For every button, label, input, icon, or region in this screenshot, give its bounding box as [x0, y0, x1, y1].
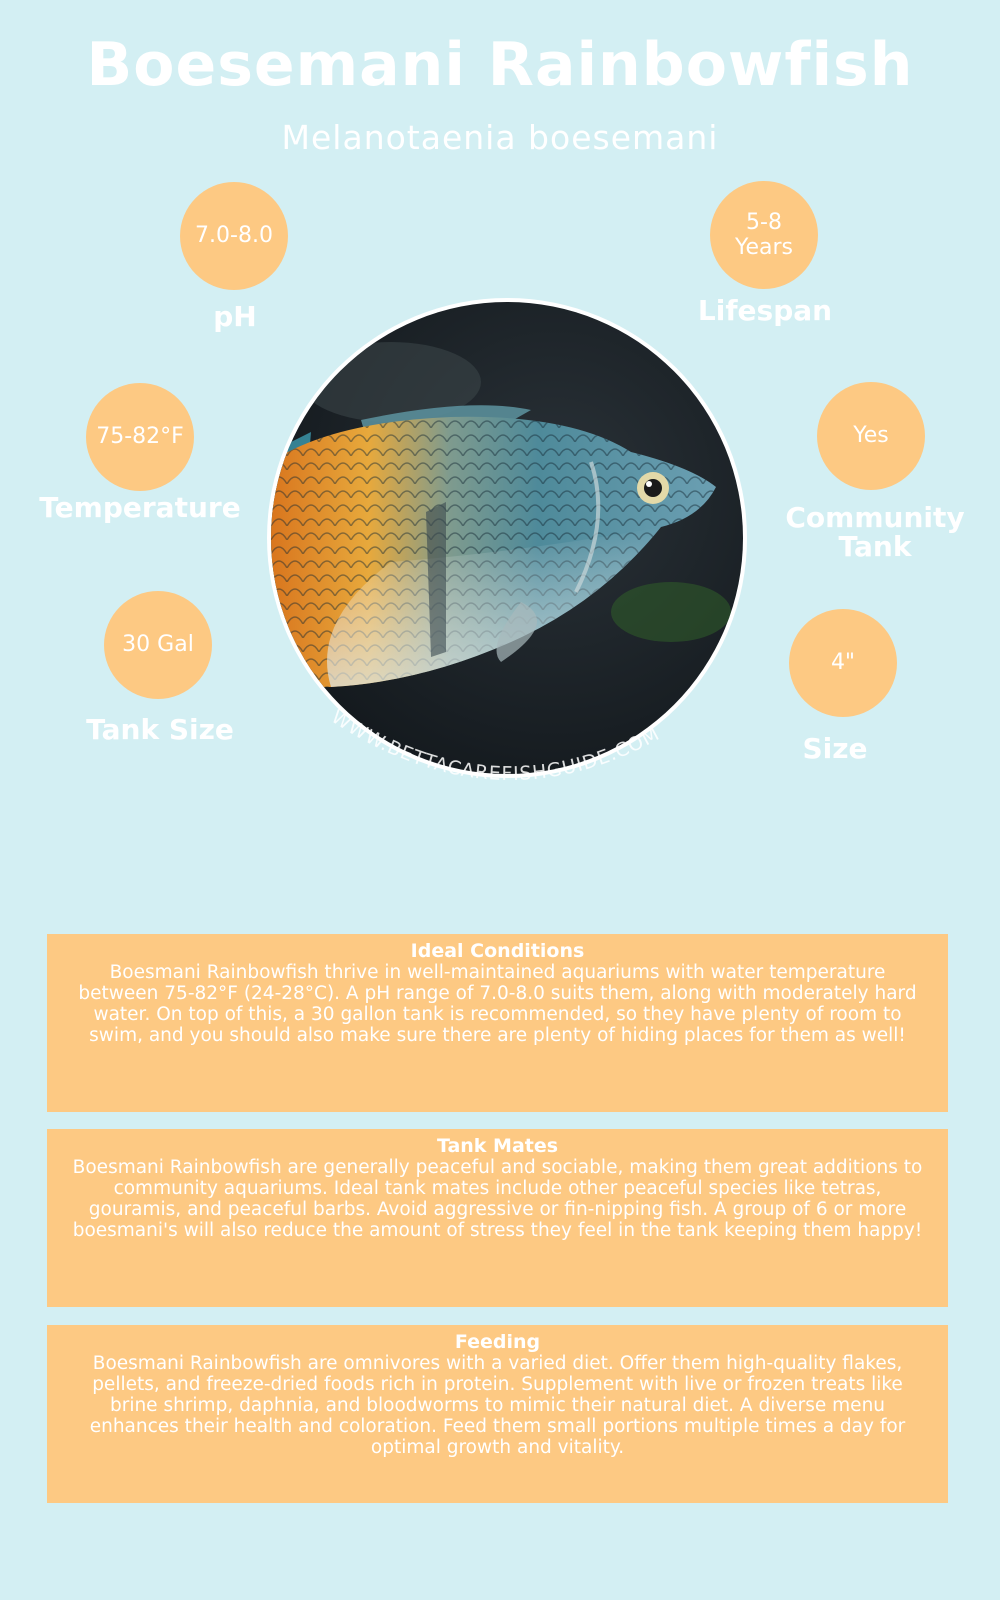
- watermark: [300, 700, 720, 820]
- ph-value: 7.0-8.0: [195, 223, 273, 249]
- feeding-body: Boesmani Rainbowfish are omnivores with a varied diet. Offer them high-quality flakes, pellets, and freeze-dried foods rich in protein. Supplement with live or frozen treats like brine shrimp, daphnia, and bloodworms to mimic their natural diet. A diverse menu enhances their health and coloration. Feed them small portions multiple times a day for optimal growth and vitality.: [89, 1353, 906, 1458]
- ideal-conditions-heading: Ideal Conditions: [410, 940, 585, 962]
- tank-size-value-circle: [104, 591, 212, 699]
- ideal-conditions-body: Boesmani Rainbowfish thrive in well-maintained aquariums with water temperature between 75-82°F (24-28°C). A pH range of 7.0-8.0 suits them, along with moderately hard water. On top of this, a 30 gallon tank is recommended, so they have plenty of room to swim, and you should also make sure there are plenty of hiding places for them as well!: [78, 962, 917, 1046]
- ideal-conditions-panel: [47, 934, 948, 1112]
- temperature-value: 75-82°F: [96, 424, 184, 450]
- lifespan-value-circle: [710, 181, 818, 289]
- watermark-text: WWW.BETTACAREFISHGUIDE.COM: [327, 705, 664, 786]
- size-value-circle: [789, 609, 897, 717]
- tank-mates-heading: Tank Mates: [436, 1135, 559, 1157]
- tank-mates-body: Boesmani Rainbowfish are generally peaceful and sociable, making them great additions to community aquariums. Ideal tank mates include other peaceful species like tetras, gouramis, and peaceful barbs. Avoid aggressive or fin-nipping fish. A group of 6 or more boesmani's will also reduce the amount of stress they feel in the tank keeping them happy!: [72, 1157, 923, 1241]
- scientific-name: Melanotaenia boesemani: [281, 118, 719, 157]
- svg-text:WWW.BETTACAREFISHGUIDE.COM: [327, 706, 663, 785]
- tank-mates-panel: [47, 1129, 948, 1307]
- ph-label: pH: [213, 300, 257, 333]
- size-value: 4": [830, 650, 856, 676]
- community-label: Community Tank: [785, 501, 965, 564]
- feeding-panel: [47, 1325, 948, 1503]
- tank-size-value: 30 Gal: [122, 632, 194, 658]
- community-value: Yes: [853, 423, 889, 449]
- tank-size-label: Tank Size: [86, 713, 234, 746]
- temperature-label: Temperature: [39, 491, 241, 524]
- ph-value-circle: [180, 182, 288, 290]
- feeding-heading: Feeding: [454, 1331, 541, 1353]
- lifespan-label: Lifespan: [697, 294, 833, 327]
- size-label: Size: [802, 732, 868, 765]
- lifespan-value: 5-8 Years: [734, 209, 794, 260]
- temperature-value-circle: [86, 383, 194, 491]
- page-title: Boesemani Rainbowfish: [86, 30, 914, 100]
- community-value-circle: [817, 382, 925, 490]
